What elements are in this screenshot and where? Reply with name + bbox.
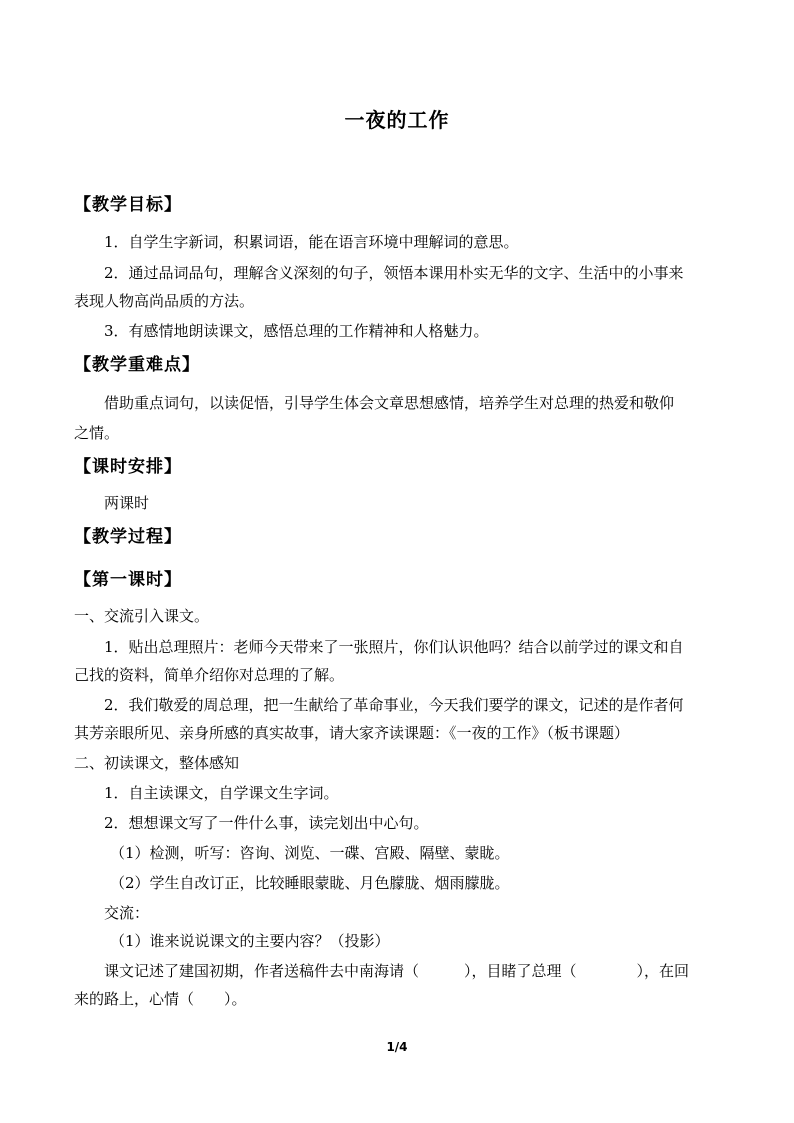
objective-2-continued: 表现人物高尚品质的方法。 [74,292,255,310]
summary-text-continued: 来的路上，心情（ ）。 [74,990,247,1008]
objective-1: 1．自学生字新词，积累词语，能在语言环境中理解词的意思。 [104,233,519,251]
part2-title: 二、初读课文，整体感知 [74,754,240,772]
objectives-heading: 【教学目标】 [74,195,182,215]
key-points-text: 借助重点词句，以读促悟，引导学生体会文章思想感情，培养学生对总理的热爱和敬仰 [104,394,675,412]
key-points-heading: 【教学重难点】 [74,355,200,375]
process-heading: 【教学过程】 [74,527,182,547]
part1-item1-continued: 己找的资料，简单介绍你对总理的了解。 [74,666,345,684]
exchange-label: 交流： [104,904,150,922]
part2-sub2: （2）学生自改订正，比较睡眼蒙眬、月色朦胧、烟雨朦胧。 [110,874,510,892]
page-number: 1/4 [386,1040,408,1054]
summary-text: 课文记述了建国初期，作者送稿件去中南海请（ ），目睹了总理（ ），在回 [104,962,690,980]
part2-sub1: （1）检测，听写：咨询、浏览、一碟、宫殿、隔壁、蒙眬。 [110,844,510,862]
part2-item2: 2．想想课文写了一件什么事，读完划出中心句。 [104,814,429,832]
part1-item2-continued: 其芳亲眼所见、亲身所感的真实故事，请大家齐读课题：《一夜的工作》（板书课题） [74,724,630,742]
schedule-heading: 【课时安排】 [74,457,182,477]
key-points-text-continued: 之情。 [74,424,120,442]
objective-2: 2．通过品词品句，理解含义深刻的句子，领悟本课用朴实无华的文字、生活中的小事来 [104,264,684,282]
part2-item1: 1．自主读课文，自学课文生字词。 [104,784,339,802]
lesson1-heading: 【第一课时】 [74,570,182,590]
part1-item1: 1．贴出总理照片：老师今天带来了一张照片，你们认识他吗？结合以前学过的课文和自 [104,638,684,656]
part1-item2: 2．我们敬爱的周总理，把一生献给了革命事业，今天我们要学的课文，记述的是作者何 [104,696,684,714]
part1-title: 一、交流引入课文。 [74,607,210,625]
exchange-question-1: （1）谁来说说课文的主要内容？（投影） [110,932,390,950]
page-title: 一夜的工作 [344,108,450,132]
objective-3: 3．有感情地朗读课文，感悟总理的工作精神和人格魅力。 [104,322,489,340]
schedule-text: 两课时 [104,494,150,512]
